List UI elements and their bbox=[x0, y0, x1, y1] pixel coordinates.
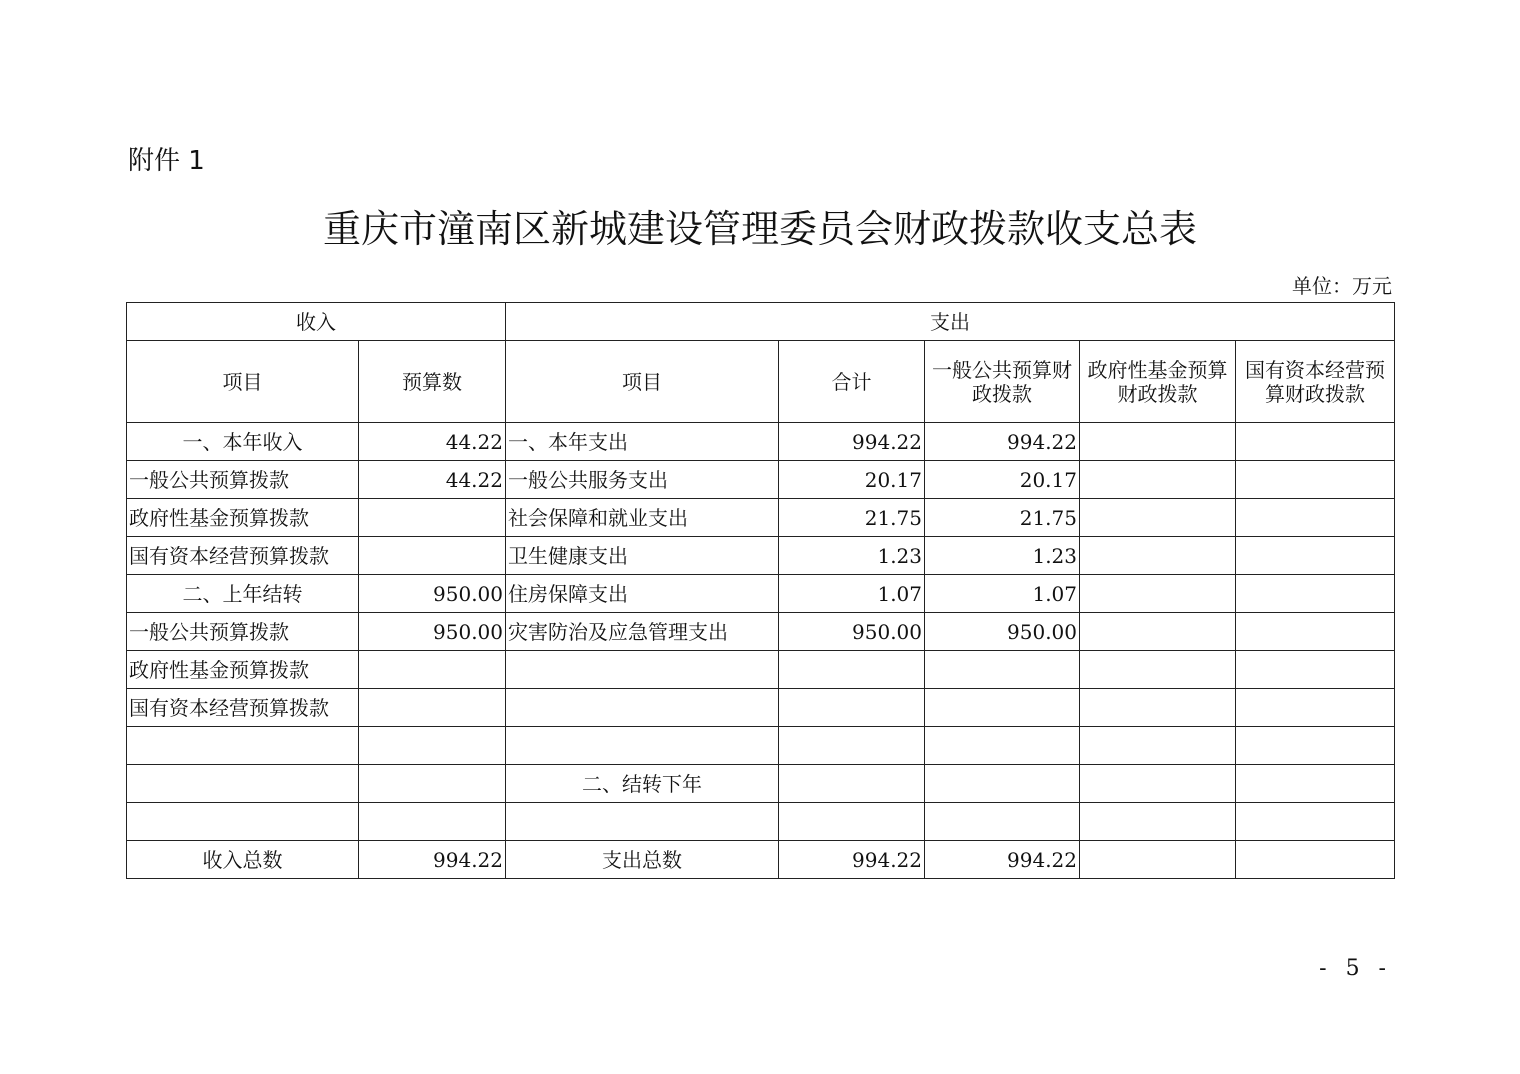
cell-total bbox=[779, 651, 925, 689]
cell-income-budget bbox=[359, 499, 506, 537]
cell-income-budget bbox=[359, 727, 506, 765]
cell-total: 1.23 bbox=[779, 537, 925, 575]
cell-state-capital bbox=[1236, 765, 1395, 803]
cell-state-capital bbox=[1236, 727, 1395, 765]
cell-income-item bbox=[127, 803, 359, 841]
cell-general-public: 1.07 bbox=[925, 575, 1080, 613]
cell-total: 950.00 bbox=[779, 613, 925, 651]
cell-income-item: 国有资本经营预算拨款 bbox=[127, 689, 359, 727]
table-row bbox=[127, 423, 1395, 461]
table-row bbox=[127, 461, 1395, 499]
table-row bbox=[127, 575, 1395, 613]
cell-general-public: 994.22 bbox=[925, 423, 1080, 461]
cell-income-budget bbox=[359, 803, 506, 841]
cell-gov-fund bbox=[1080, 499, 1236, 537]
cell-income-budget bbox=[359, 651, 506, 689]
cell-general-public bbox=[925, 765, 1080, 803]
fiscal-table bbox=[126, 302, 1395, 879]
cell-general-public: 1.23 bbox=[925, 537, 1080, 575]
cell-gov-fund bbox=[1080, 575, 1236, 613]
cell-income-item: 政府性基金预算拨款 bbox=[127, 499, 359, 537]
table-row bbox=[127, 765, 1395, 803]
cell-expense-item: 一、本年支出 bbox=[506, 423, 779, 461]
cell-income-budget bbox=[359, 765, 506, 803]
cell-income-item bbox=[127, 765, 359, 803]
cell-general-public bbox=[925, 727, 1080, 765]
expense-item-header: 项目 bbox=[506, 341, 779, 423]
cell-income-item: 国有资本经营预算拨款 bbox=[127, 537, 359, 575]
header-row-2 bbox=[127, 341, 1395, 423]
cell-general-public: 20.17 bbox=[925, 461, 1080, 499]
cell-general-public bbox=[925, 803, 1080, 841]
cell-gov-fund bbox=[1080, 841, 1236, 879]
cell-gov-fund bbox=[1080, 613, 1236, 651]
income-budget-header: 预算数 bbox=[359, 341, 506, 423]
cell-total bbox=[779, 727, 925, 765]
page-title: 重庆市潼南区新城建设管理委员会财政拨款收支总表 bbox=[322, 207, 1197, 251]
cell-gov-fund bbox=[1080, 651, 1236, 689]
table-row bbox=[127, 499, 1395, 537]
cell-state-capital bbox=[1236, 499, 1395, 537]
table-row bbox=[127, 651, 1395, 689]
cell-income-budget bbox=[359, 537, 506, 575]
cell-state-capital bbox=[1236, 461, 1395, 499]
cell-gov-fund bbox=[1080, 765, 1236, 803]
cell-total: 21.75 bbox=[779, 499, 925, 537]
cell-total: 1.07 bbox=[779, 575, 925, 613]
table-row bbox=[127, 727, 1395, 765]
attachment-label: 附件 1 bbox=[128, 146, 205, 176]
cell-state-capital bbox=[1236, 537, 1395, 575]
cell-general-public: 950.00 bbox=[925, 613, 1080, 651]
general-public-header: 一般公共预算财政拨款 bbox=[925, 341, 1080, 423]
cell-income-item: 二、上年结转 bbox=[127, 575, 359, 613]
cell-general-public bbox=[925, 689, 1080, 727]
cell-total bbox=[779, 803, 925, 841]
cell-gov-fund bbox=[1080, 727, 1236, 765]
cell-state-capital bbox=[1236, 651, 1395, 689]
table-row bbox=[127, 803, 1395, 841]
cell-income-budget: 44.22 bbox=[359, 423, 506, 461]
cell-income-budget: 950.00 bbox=[359, 613, 506, 651]
cell-expense-item: 一般公共服务支出 bbox=[506, 461, 779, 499]
cell-income-budget bbox=[359, 689, 506, 727]
cell-expense-item: 灾害防治及应急管理支出 bbox=[506, 613, 779, 651]
cell-income-item: 一、本年收入 bbox=[127, 423, 359, 461]
unit-label: 单位：万元 bbox=[1292, 274, 1392, 298]
cell-gov-fund bbox=[1080, 461, 1236, 499]
cell-expense-item: 社会保障和就业支出 bbox=[506, 499, 779, 537]
expense-header: 支出 bbox=[506, 303, 1395, 341]
cell-total: 20.17 bbox=[779, 461, 925, 499]
total-header: 合计 bbox=[779, 341, 925, 423]
cell-total bbox=[779, 765, 925, 803]
cell-income-item: 一般公共预算拨款 bbox=[127, 461, 359, 499]
income-header: 收入 bbox=[127, 303, 506, 341]
cell-expense-item: 住房保障支出 bbox=[506, 575, 779, 613]
cell-gov-fund bbox=[1080, 537, 1236, 575]
cell-gov-fund bbox=[1080, 689, 1236, 727]
state-capital-header: 国有资本经营预算财政拨款 bbox=[1236, 341, 1395, 423]
cell-total bbox=[779, 689, 925, 727]
cell-income-item: 一般公共预算拨款 bbox=[127, 613, 359, 651]
table-row bbox=[127, 689, 1395, 727]
cell-expense-item bbox=[506, 803, 779, 841]
cell-general-public: 994.22 bbox=[925, 841, 1080, 879]
table-row bbox=[127, 537, 1395, 575]
cell-state-capital bbox=[1236, 423, 1395, 461]
cell-total: 994.22 bbox=[779, 841, 925, 879]
cell-state-capital bbox=[1236, 803, 1395, 841]
cell-gov-fund bbox=[1080, 423, 1236, 461]
cell-state-capital bbox=[1236, 689, 1395, 727]
cell-income-item: 收入总数 bbox=[127, 841, 359, 879]
cell-expense-item bbox=[506, 727, 779, 765]
cell-gov-fund bbox=[1080, 803, 1236, 841]
header-row-1 bbox=[127, 303, 1395, 341]
income-item-header: 项目 bbox=[127, 341, 359, 423]
cell-income-item bbox=[127, 727, 359, 765]
cell-income-budget: 44.22 bbox=[359, 461, 506, 499]
cell-state-capital bbox=[1236, 575, 1395, 613]
gov-fund-header: 政府性基金预算财政拨款 bbox=[1080, 341, 1236, 423]
cell-expense-item bbox=[506, 651, 779, 689]
table-row bbox=[127, 841, 1395, 879]
cell-income-budget: 994.22 bbox=[359, 841, 506, 879]
cell-general-public bbox=[925, 651, 1080, 689]
cell-state-capital bbox=[1236, 841, 1395, 879]
cell-income-budget: 950.00 bbox=[359, 575, 506, 613]
cell-income-item: 政府性基金预算拨款 bbox=[127, 651, 359, 689]
cell-expense-item bbox=[506, 689, 779, 727]
page-number: - 5 - bbox=[1319, 956, 1392, 981]
cell-expense-item: 二、结转下年 bbox=[506, 765, 779, 803]
cell-expense-item: 卫生健康支出 bbox=[506, 537, 779, 575]
table-row bbox=[127, 613, 1395, 651]
cell-general-public: 21.75 bbox=[925, 499, 1080, 537]
cell-total: 994.22 bbox=[779, 423, 925, 461]
cell-expense-item: 支出总数 bbox=[506, 841, 779, 879]
cell-state-capital bbox=[1236, 613, 1395, 651]
